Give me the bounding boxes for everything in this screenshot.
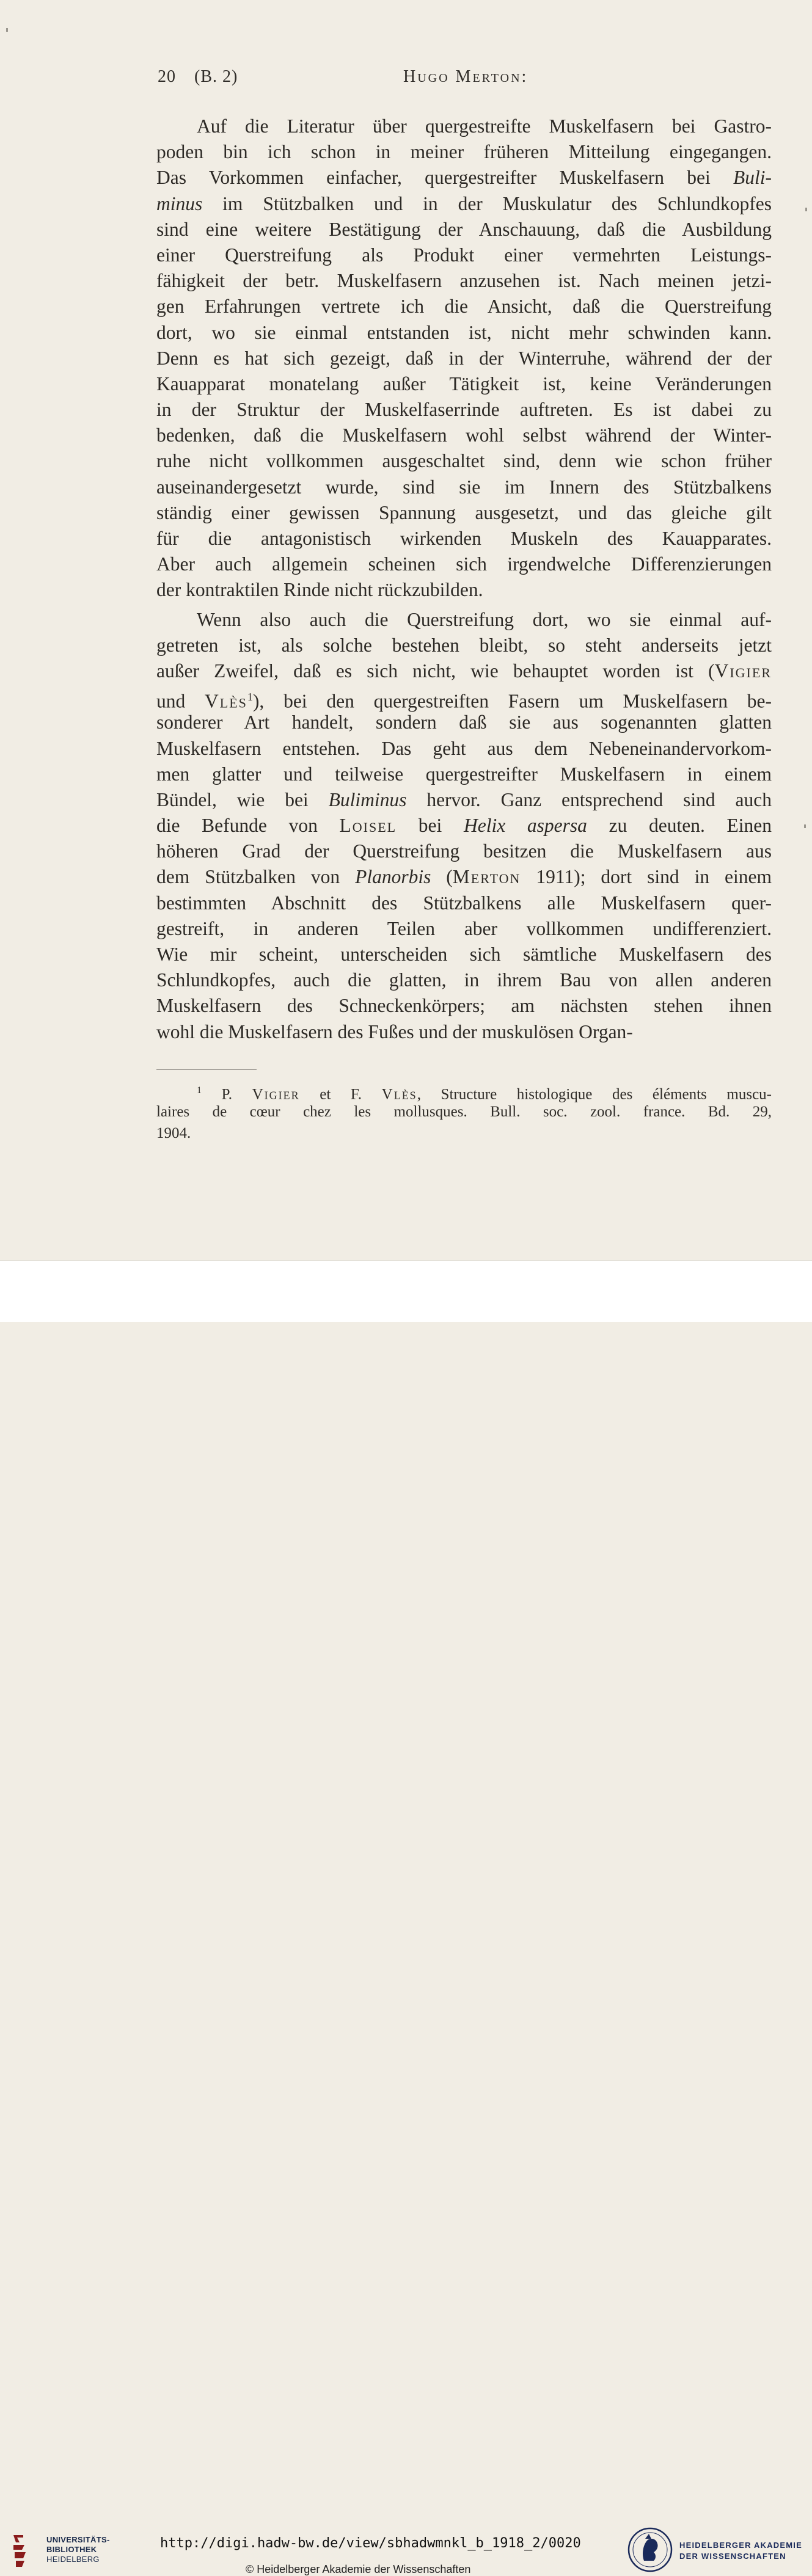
running-header	[158, 67, 772, 94]
text-line: fähigkeit der betr. Muskelfasern anzusehen ist. Nach meinen jetzi-	[156, 270, 772, 292]
scan-edge-mark	[804, 824, 806, 828]
footnote	[156, 1080, 772, 1144]
text-line: auseinandergesetzt wurde, sind sie im Innern des Stützbalkens	[156, 476, 772, 498]
running-author: Hugo Merton:	[403, 67, 529, 86]
academy-name-line: DER WISSENSCHAFTEN	[679, 2552, 786, 2561]
text-line: gestreift, in anderen Teilen aber vollkommen undifferenziert.	[156, 917, 772, 939]
text-line: Kauapparat monatelang außer Tätigkeit ist, keine Veränderungen	[156, 373, 772, 395]
text-line: ruhe nicht vollkommen ausgeschaltet sind, denn wie schon früher	[156, 450, 772, 472]
text-line: wohl die Muskelfasern des Fußes und der muskulösen Organ-	[156, 1021, 633, 1042]
footnote-line: $^1$ P. Vigier et F. Vlès, Structure histologique des éléments muscu-	[197, 1085, 772, 1103]
scan-edge-mark	[805, 208, 807, 211]
text-line: für die antagonistisch wirkenden Muskeln des Kauapparates.	[156, 528, 772, 549]
paragraph-1	[156, 114, 772, 603]
text-line: poden bin ich schon in meiner früheren Mitteilung eingegangen.	[156, 141, 772, 163]
scan-edge-mark	[6, 28, 8, 32]
text-line: Bündel, wie bei Buliminus hervor. Ganz entsprechend sind auch	[156, 788, 772, 810]
text-line: höheren Grad der Querstreifung besitzen die Muskelfasern aus	[156, 840, 772, 862]
scanned-page	[0, 0, 812, 1261]
text-line: Aber auch allgemein scheinen sich irgendwelche Differenzierungen	[156, 553, 772, 575]
text-line: Wenn also auch die Querstreifung dort, wo sie einmal auf-	[197, 608, 772, 630]
viewer-footer-bar	[0, 1261, 812, 2575]
text-line: in der Struktur der Muskelfaserrinde auftreten. Es ist dabei zu	[156, 399, 772, 421]
text-line: außer Zweifel, daß es sich nicht, wie behauptet worden ist (Vigier	[156, 660, 772, 682]
main-text	[156, 114, 772, 1045]
academy-name-line: HEIDELBERGER AKADEMIE	[679, 2541, 802, 2550]
text-line: dem Stützbalken von Planorbis (Merton 1911); dort sind in einem	[156, 866, 772, 888]
text-line: Auf die Literatur über quergestreifte Muskelfasern bei Gastro-	[197, 115, 772, 137]
section-reference: (B. 2)	[194, 67, 238, 86]
footnote-line: laires de cœur chez les mollusques. Bull. soc. zool. france. Bd. 29,	[156, 1104, 772, 1120]
academy-seal-icon	[627, 2527, 673, 2573]
text-line: bestimmten Abschnitt des Stützbalkens alle Muskelfasern quer-	[156, 892, 772, 914]
text-line: die Befunde von Loisel bei Helix aspersa zu deuten. Einen	[156, 815, 772, 837]
library-name-line: BIBLIOTHEK	[46, 2545, 97, 2554]
text-line: bedenken, daß die Muskelfasern wohl selbst während der Winter-	[156, 424, 772, 446]
text-line: einer Querstreifung als Produkt einer vermehrten Leistungs-	[156, 244, 772, 266]
library-name-line: UNIVERSITÄTS-	[46, 2535, 110, 2544]
text-line: gen Erfahrungen vertrete ich die Ansicht, daß die Querstreifung	[156, 296, 772, 318]
text-line: der kontraktilen Rinde nicht rückzubilden.	[156, 579, 483, 601]
text-line: Wie mir scheint, unterscheiden sich sämtliche Muskelfasern des	[156, 944, 772, 965]
text-line: sonderer Art handelt, sondern daß sie aus sogenannten glatten	[156, 711, 772, 733]
text-line: Schlundkopfes, auch die glatten, in ihrem Bau von allen anderen	[156, 969, 772, 991]
text-line: Das Vorkommen einfacher, quergestreifter Muskelfasern bei Buli-	[156, 167, 772, 189]
text-line: und Vlès$^1$), bei den quergestreiften Fasern um Muskelfasern be-	[156, 690, 772, 712]
text-line: Denn es hat sich gezeigt, daß in der Winterruhe, während der der	[156, 347, 772, 369]
academy-logo[interactable]	[627, 2527, 804, 2575]
permalink-url[interactable]: http://digi.hadw-bw.de/view/sbhadwmnkl_b_1918_2/0020	[160, 2536, 581, 2551]
text-line: getreten ist, als solche bestehen bleibt, so steht anderseits jetzt	[156, 634, 772, 656]
text-line: dort, wo sie einmal entstanden ist, nicht mehr schwinden kann.	[156, 321, 772, 343]
page-number: 20	[158, 67, 176, 86]
university-library-logo[interactable]	[11, 2531, 110, 2574]
text-line: sind eine weitere Bestätigung der Anschauung, daß die Ausbildung	[156, 218, 772, 240]
text-line: men glatter und teilweise quergestreifter Muskelfasern in einem	[156, 763, 772, 785]
text-line: ständig einer gewissen Spannung ausgesetzt, und das gleiche gilt	[156, 501, 772, 523]
library-emblem-icon	[11, 2534, 28, 2568]
copyright-notice: © Heidelberger Akademie der Wissenschaften	[246, 2563, 471, 2575]
text-line: minus im Stützbalken und in der Muskulatur des Schlundkopfes	[156, 192, 772, 214]
text-line: Muskelfasern entstehen. Das geht aus dem Nebeneinandervorkom-	[156, 737, 772, 759]
footnote-divider	[156, 1069, 257, 1070]
text-line: Muskelfasern des Schneckenkörpers; am nächsten stehen ihnen	[156, 995, 772, 1017]
paragraph-2	[156, 607, 772, 1045]
footnote-line: 1904.	[156, 1125, 191, 1141]
library-name-line: HEIDELBERG	[46, 2555, 100, 2564]
